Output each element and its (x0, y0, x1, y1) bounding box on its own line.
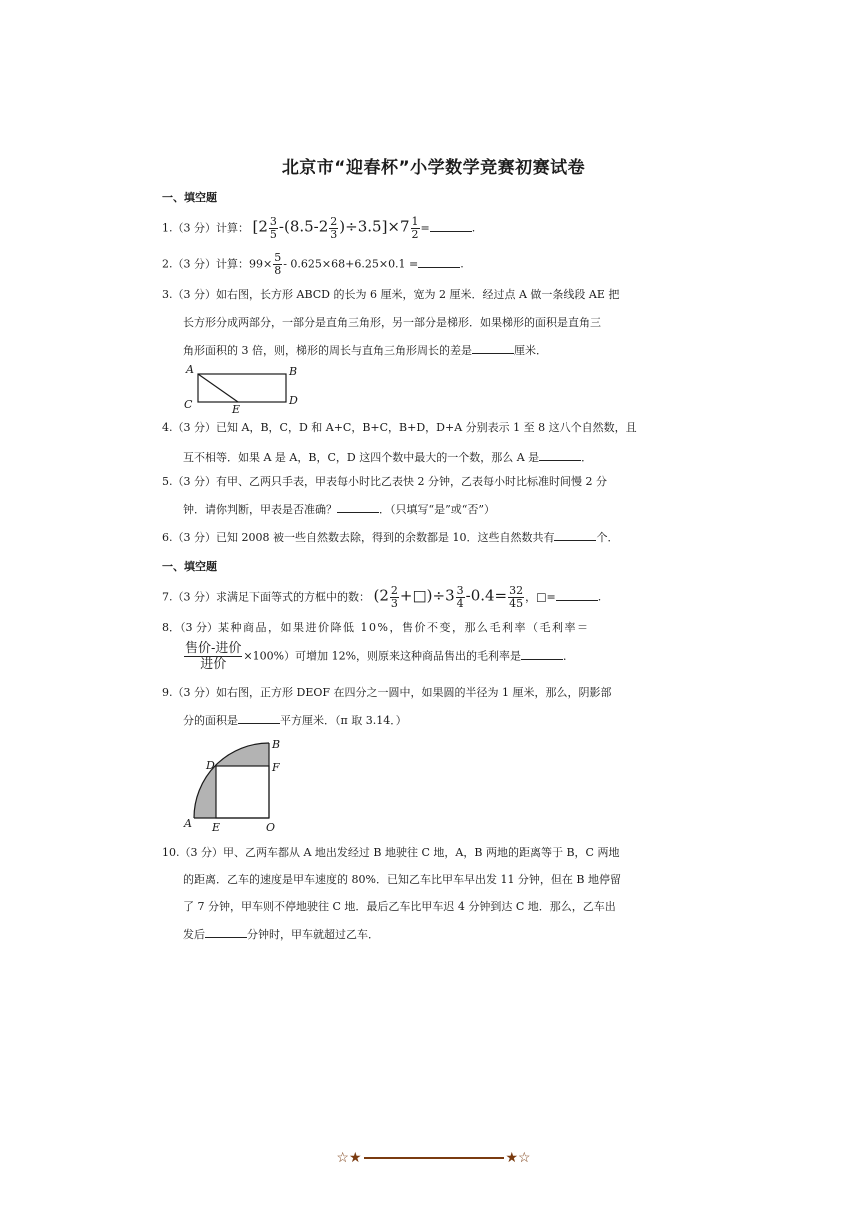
q3-line-2: 长方形分成两部分，一部分是直角三角形，另一部分是梯形．如果梯形的面积是直角三 (183, 316, 601, 329)
question-9 (162, 686, 652, 731)
q7-fraction-2: $\frac{3}{4}$ (456, 584, 464, 610)
rectangle-abcd (198, 374, 286, 402)
q6-line-1: 已知 2008 被一些自然数去除，得到的余数都是 10．这些自然数共有 (216, 531, 555, 544)
q9-line-2-end: 平方厘米．（π 取 3.14．） (280, 714, 407, 727)
q4-line-1: 已知 A，B，C，D 和 A+C，B+C，B+D，D+A 分别表示 1 至 8 这八个自然数，且 (216, 421, 637, 434)
segment-ae (198, 374, 238, 402)
q9-line-1: 如右图，正方形 DEOF 在四分之一圆中，如果圆的半径为 1 厘米，那么，阴影部 (216, 686, 612, 699)
label-b: B (272, 738, 281, 751)
q7-prompt: 求满足下面等式的方框中的数： (216, 590, 370, 604)
q2-expr: - 0.625×68+6.25×0.1 = (283, 257, 419, 271)
label-c: C (184, 398, 193, 411)
q1-points: （3 分） (172, 221, 216, 235)
q1-expr-c: )÷3.5]×7 (339, 217, 410, 236)
label-f: F (272, 761, 280, 774)
q10-answer-blank[interactable] (205, 927, 247, 938)
q8-number: 8． (162, 621, 180, 634)
q10-line-3: 了 7 分钟，甲车则不停地驶往 C 地．最后乙车比甲车迟 4 分钟到达 C 地．那么，乙车出 (183, 900, 616, 913)
q7-points: （3 分） (172, 590, 216, 604)
q5-line-2: 钟．请你判断，甲表是否准确？ (183, 503, 337, 516)
question-2 (162, 252, 652, 277)
q6-answer-blank[interactable] (554, 530, 596, 541)
q10-line-2: 的距离．乙车的速度是甲车速度的 80%．已知乙车比甲车早出发 11 分钟，但在 B 地停留 (183, 873, 622, 886)
q1-end: . (471, 221, 476, 235)
label-e: E (212, 821, 221, 834)
q8-line-1: 某种商品，如果进价降低 10%，售价不变，那么毛利率（毛利率＝ (218, 621, 590, 634)
q4-number: 4. (162, 421, 173, 434)
question-4 (162, 421, 652, 466)
q10-line-1: 甲、乙两车都从 A 地出发经过 B 地驶往 C 地，A，B 两地的距离等于 B，C 两地 (223, 846, 620, 859)
question-5 (162, 475, 652, 520)
q8-line-2: ）可增加 12%，则原来这种商品售出的毛利率是 (284, 649, 522, 663)
label-o: O (266, 821, 276, 834)
q2-prompt: 计算：99× (216, 257, 273, 271)
q8-percent: ×100% (243, 649, 285, 663)
q2-end: . (460, 257, 464, 271)
q4-answer-blank[interactable] (539, 450, 581, 461)
label-b: B (289, 365, 298, 378)
label-a: A (184, 817, 192, 830)
q5-line-1: 有甲、乙两只手表，甲表每小时比乙表快 2 分钟，乙表每小时比标准时间慢 2 分 (216, 475, 607, 488)
q7-number: 7. (162, 590, 173, 604)
q4-points: （3 分） (172, 421, 216, 434)
q9-points: （3 分） (172, 686, 216, 699)
q8-margin-fraction: $\frac{\text{售价-进价}}{\text{进价}}$ (185, 641, 242, 672)
q7-end: . (597, 590, 602, 604)
q10-points: （3 分） (179, 846, 223, 859)
q3-answer-blank[interactable] (472, 343, 514, 354)
q2-answer-blank[interactable] (418, 257, 460, 268)
q7-answer-blank[interactable] (556, 590, 598, 601)
q6-line-1-end: 个． (596, 531, 619, 544)
q8-answer-blank[interactable] (521, 649, 563, 660)
q4-line-2-end: ． (581, 451, 593, 464)
q7-expr-3: -0.4= (465, 586, 508, 605)
label-d: D (289, 394, 298, 407)
q1-number: 1. (162, 221, 173, 235)
section-heading-1: 一、填空题 (162, 191, 217, 204)
q1-answer-blank[interactable] (430, 221, 472, 232)
q3-number: 3. (162, 288, 173, 301)
q10-line-4-end: 分钟时，甲车就超过乙车． (247, 928, 379, 941)
q9-line-2: 分的面积是 (183, 714, 238, 727)
q4-line-2: 互不相等．如果 A 是 A，B，C，D 这四个数中最大的一个数，那么 A 是 (183, 451, 540, 464)
q7-expr-2: +□)÷3 (399, 586, 455, 605)
q3-line-3-end: 厘米． (514, 344, 547, 357)
q3-line-1: 如右图，长方形 ABCD 的长为 6 厘米，宽为 2 厘米．经过点 A 做一条线段 AE 把 (216, 288, 620, 301)
q7-fraction-1: $\frac{2}{3}$ (390, 584, 398, 610)
q7-expr-4: ，□= (525, 590, 556, 604)
page-title: 北京市“迎春杯”小学数学竞赛初赛试卷 (281, 158, 586, 178)
q5-line-2-end: ．（只填写“是”或“否”） (379, 503, 495, 516)
q10-number: 10. (162, 846, 180, 859)
q3-points: （3 分） (172, 288, 216, 301)
q8-line-2-end: ． (563, 649, 575, 663)
q3-line-3: 角形面积的 3 倍，则，梯形的周长与直角三角形周长的差是 (183, 344, 472, 357)
section-heading-2: 一、填空题 (162, 560, 217, 573)
question-8 (162, 621, 652, 676)
q7-fraction-3: $\frac{32}{45}$ (509, 584, 524, 610)
q3-rectangle-figure (180, 362, 305, 416)
q9-quarter-circle-figure (180, 735, 285, 835)
footer-stars-left: ☆★ (336, 1150, 362, 1166)
q6-number: 6. (162, 531, 173, 544)
footer-stars-right: ★☆ (505, 1150, 531, 1166)
question-1 (162, 216, 652, 241)
q5-points: （3 分） (172, 475, 216, 488)
q2-number: 2. (162, 257, 173, 271)
q6-points: （3 分） (172, 531, 216, 544)
footer-divider (364, 1157, 504, 1159)
question-10 (162, 846, 652, 946)
q7-expr-1: (2 (373, 586, 389, 605)
q9-answer-blank[interactable] (238, 713, 280, 724)
q1-prompt: 计算： (216, 221, 249, 235)
q2-fraction: $\frac{5}{8}$ (274, 251, 282, 277)
label-e: E (232, 403, 241, 416)
page-footer (0, 1150, 867, 1166)
question-7 (162, 585, 652, 610)
label-a: A (186, 363, 194, 376)
q10-line-4: 发后 (183, 928, 205, 941)
q9-number: 9. (162, 686, 173, 699)
q1-fraction-3: $\frac{1}{2}$ (411, 215, 419, 241)
label-d: D (206, 759, 215, 772)
q1-expr-d: = (420, 221, 430, 235)
q1-fraction-2: $\frac{2}{3}$ (330, 215, 338, 241)
q5-number: 5. (162, 475, 173, 488)
question-3 (162, 288, 652, 363)
q8-points: （3 分） (180, 621, 218, 634)
q1-expr-a: [2 (252, 217, 268, 236)
q5-answer-blank[interactable] (337, 502, 379, 513)
q1-expr-b: -(8.5-2 (278, 217, 329, 236)
square-deof-fill (216, 766, 269, 818)
question-6 (162, 530, 652, 545)
q2-points: （3 分） (172, 257, 216, 271)
q1-fraction-1: $\frac{3}{5}$ (269, 215, 277, 241)
